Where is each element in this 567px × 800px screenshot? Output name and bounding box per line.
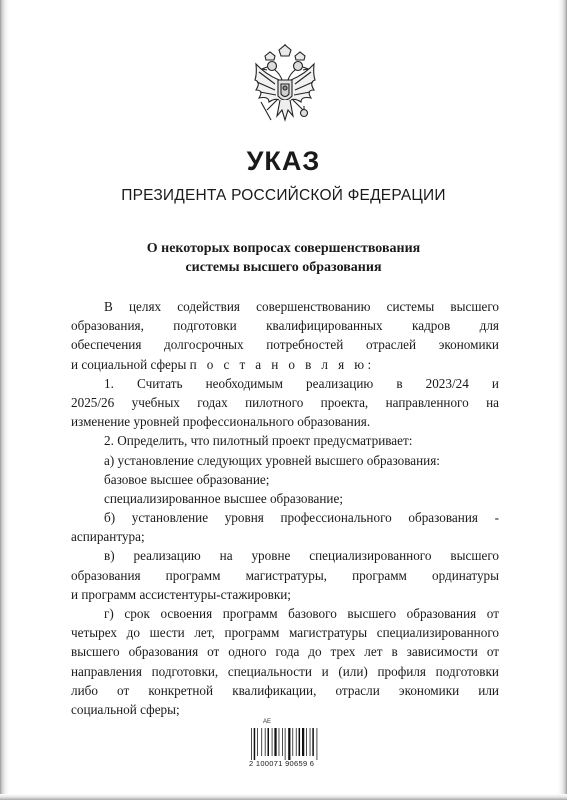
barcode-bar bbox=[292, 728, 293, 756]
barcode-mark: АЕ bbox=[263, 719, 272, 725]
barcode-bar bbox=[274, 728, 276, 756]
barcode-bar bbox=[257, 728, 258, 756]
body-line: аспирантура; bbox=[71, 529, 145, 545]
body-line: б) установление уровня профессионального образования - bbox=[104, 510, 499, 526]
barcode-bar bbox=[279, 728, 280, 756]
barcode-bar bbox=[302, 728, 304, 756]
barcode-bar bbox=[306, 728, 307, 756]
body-line: базовое высшее образование; bbox=[104, 471, 270, 487]
body-line: в) реализацию на уровне специализированного высшего bbox=[104, 548, 499, 564]
barcode-bar bbox=[310, 728, 311, 756]
body-line: а) установление следующих уровней высшего образования: bbox=[104, 452, 440, 468]
barcode-bar bbox=[261, 728, 262, 756]
body-line: 1. Считать необходимым реализацию в 2023/24 и bbox=[104, 375, 499, 391]
document-body bbox=[71, 297, 499, 719]
resolve-word: п о с т а н о в л я ю: bbox=[189, 356, 375, 372]
barcode-bar bbox=[254, 728, 256, 760]
body-line: 2. Определить, что пилотный проект предусматривает: bbox=[104, 433, 413, 449]
document-heading bbox=[0, 239, 567, 277]
body-line: либо от конкретной квалификации, отрасли экономики или bbox=[71, 682, 499, 698]
document-title: УКАЗ bbox=[246, 146, 321, 176]
body-line: и программ ассистентуры-стажировки; bbox=[71, 586, 291, 602]
barcode-number: 2 100071 90659 6 bbox=[249, 759, 315, 768]
barcode-bar bbox=[312, 728, 314, 756]
barcode-bar bbox=[251, 728, 252, 760]
body-line bbox=[71, 355, 499, 374]
body-line: специализированное высшее образование; bbox=[104, 490, 343, 506]
page-edge-left bbox=[0, 0, 9, 800]
barcode-bar bbox=[285, 728, 286, 760]
page-edge-right bbox=[558, 0, 567, 800]
body-line: В целях содействия совершенствованию системы высшего bbox=[104, 299, 499, 314]
body-line: 2025/26 учебных годах пилотного проекта, направленного на bbox=[71, 394, 499, 410]
barcode-bar bbox=[299, 728, 301, 756]
barcode-bar bbox=[317, 728, 318, 760]
barcode-bar bbox=[288, 728, 290, 760]
barcode-bar bbox=[268, 728, 270, 756]
heading-line: О некоторых вопросах совершенствования bbox=[146, 241, 421, 256]
barcode-bar bbox=[265, 728, 266, 756]
body-line: изменение уровней профессионального образования. bbox=[71, 414, 371, 430]
coat-of-arms-icon bbox=[251, 44, 319, 134]
body-line: образования, подготовки квалифицированных кадров для bbox=[71, 318, 499, 334]
body-line: четырех до шести лет, программ магистратуры специализированного bbox=[71, 625, 499, 641]
page-edge-bottom bbox=[0, 794, 567, 800]
body-line: социальной сферы; bbox=[71, 701, 180, 717]
body-line: образования программ магистратуры, программ ординатуры bbox=[71, 567, 499, 583]
document-subtitle: ПРЕЗИДЕНТА РОССИЙСКОЙ ФЕДЕРАЦИИ bbox=[121, 187, 446, 204]
body-line: г) срок освоения программ базового высшего образования от bbox=[104, 606, 499, 621]
body-line: направления подготовки, специальности и (или) профиля подготовки bbox=[71, 663, 499, 679]
barcode-bar bbox=[272, 728, 273, 756]
body-line: обеспечения долгосрочных потребностей отраслей экономики bbox=[71, 337, 499, 353]
heading-line: системы высшего образования bbox=[185, 260, 382, 275]
body-line: высшего образования от одного года до трех лет в зависимости от bbox=[71, 644, 499, 660]
barcode-bar bbox=[296, 728, 297, 756]
barcode-bar bbox=[282, 728, 283, 756]
body-line-text: и социальной сферы bbox=[71, 356, 187, 372]
